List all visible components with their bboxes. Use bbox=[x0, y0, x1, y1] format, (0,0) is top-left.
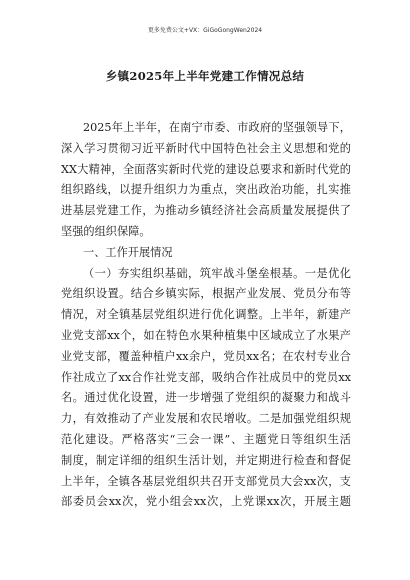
body-text-line: 上半年，全镇各基层党组织共召开支部党员大会xx次，支 bbox=[61, 474, 351, 488]
body-text-line: 党组织设置。结合乡镇实际，根据产业发展、党员分布等 bbox=[61, 287, 351, 301]
body-text-line: 制度，制定详细的组织生活计划，并定期进行检查和督促 bbox=[61, 453, 351, 467]
document-title: 乡镇2025年上半年党建工作情况总结 bbox=[105, 69, 305, 83]
body-text-line: 业党支部xx个，如在特色水果种植集中区域成立了水果产 bbox=[61, 328, 351, 342]
body-text-line: 部委员会xx次，党小组会xx次，上党课xx次，开展主题 bbox=[61, 495, 351, 509]
body-text-line: 业党支部，覆盖种植户xx余户，党员xx名；在农村专业合 bbox=[61, 349, 351, 363]
body-text-line: 情况，对全镇基层党组织进行优化调整。上半年，新建产 bbox=[61, 308, 351, 322]
body-text-line: 范化建设。严格落实“三会一课”、主题党日等组织生活 bbox=[61, 432, 351, 446]
body-text-line: （一）夯实组织基础，筑牢战斗堡垒根基。一是优化 bbox=[83, 266, 351, 280]
body-text-line: 坚强的组织保障。 bbox=[61, 224, 151, 238]
header-note: 更多免费公文+VX：GiGoGongWen2024 bbox=[147, 27, 263, 34]
body-text-line: 2025年上半年，在南宁市委、市政府的坚强领导下， bbox=[83, 121, 351, 134]
body-text-line: 一、工作开展情况 bbox=[83, 245, 173, 259]
body-text-line: 深入学习贯彻习近平新时代中国特色社会主义思想和党的 bbox=[61, 141, 351, 155]
body-text-line: 进基层党建工作，为推动乡镇经济社会高质量发展提供了 bbox=[61, 204, 351, 218]
body-text-line: 力，有效推动了产业发展和农民增收。二是加强党组织规 bbox=[61, 412, 351, 426]
body-text-line: 组织路线，以提升组织力为重点，突出政治功能，扎实推 bbox=[61, 183, 351, 197]
body-text-line: XX大精神，全面落实新时代党的建设总要求和新时代党的 bbox=[61, 162, 351, 176]
body-text-line: 作社成立了xx合作社党支部，吸纳合作社成员中的党员xx bbox=[61, 370, 351, 384]
document-body bbox=[61, 118, 351, 513]
body-text-line: 名。通过优化设置，进一步增强了党组织的凝聚力和战斗 bbox=[61, 391, 351, 405]
